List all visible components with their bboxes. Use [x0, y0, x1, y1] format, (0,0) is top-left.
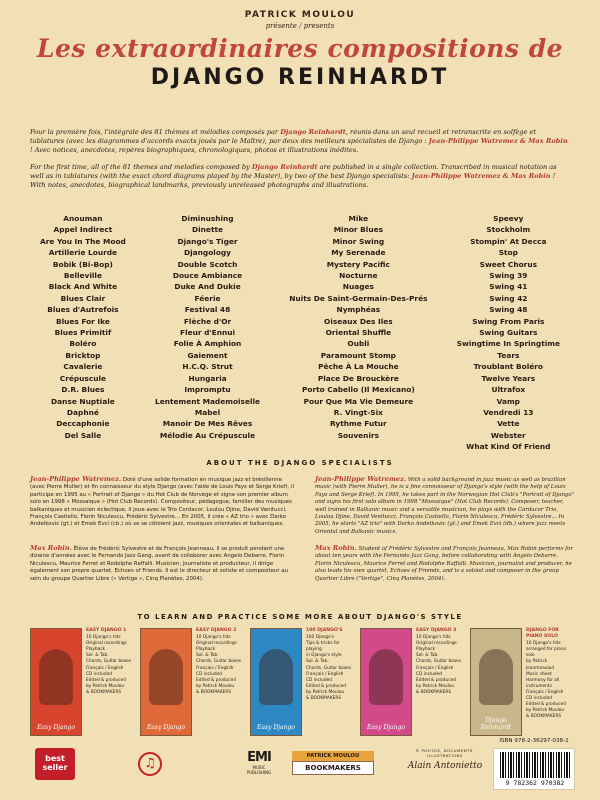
presente-fr: présente: [265, 22, 297, 30]
book-line: & BOOKMAKERS: [416, 689, 452, 695]
song-title: Nymphéas: [336, 305, 381, 315]
bio-text: With a solid background in jazz music as well as brazilian music (with Pierre Muller), he is a fine connoisseur of Django's style (with the help of Louis Fays and Serge Krief). In 1995, he takes part in the Norwegian Hot Club's "Portrait of Django" and signs his first solo album in 1998 "Mossaique" (Hot Club Records). Composer, teacher, well trained in Balkanic music and a versatile musician, he plays with the Cordacor Trio, Loulou Djine, David Venitucci, François Castiello, Florin Niculescu, Frédéric Sylvestre… In 2005, he starts "AZ trio" with Darko Andelkovic (gt.) and Emek Evci (db.) where jazz meets Oriental and Balkanic musics.: [315, 477, 575, 535]
learn-heading: TO LEARN AND PRACTICE SOME MORE ABOUT DJANGO'S STYLE: [137, 613, 463, 621]
cover-title: Easy Django: [367, 724, 405, 731]
song-title: Swing Guitars: [479, 328, 538, 338]
song-title: Ultrafox: [491, 385, 526, 395]
title-line-2: DJANGO REINHARDT: [150, 65, 450, 90]
song-title: Mike: [348, 214, 369, 223]
related-books: [30, 628, 575, 738]
signature: Alain Antonietto: [407, 761, 483, 771]
book-title: EASY DJANGO 1: [86, 628, 127, 633]
emi-mark: EMI: [247, 750, 271, 765]
book-line: Original recordings: [416, 641, 457, 647]
intro-fr-name: Django Reinhardt: [280, 128, 346, 136]
song-title: My Serenade: [331, 248, 386, 258]
best-seller-logo: best seller: [35, 748, 75, 780]
song-title: Daphné: [66, 407, 99, 417]
song-title: Bobik (Bi-Bop): [52, 259, 113, 269]
intro-en-part1: For the first time, all of the 81 themes and melodies composed by: [30, 163, 252, 171]
bio-jpw-en: [315, 476, 575, 536]
book-line: Playback: [86, 647, 106, 653]
song-column-3: [289, 213, 427, 445]
book-line: Sol. & Tab.: [416, 653, 439, 659]
book-line: Sol. & Tab.: [86, 653, 109, 659]
guitarist-figure: [39, 649, 73, 705]
song-title: Gaiement: [187, 350, 228, 360]
publisher-name: PATRICK MOULOU: [244, 10, 356, 20]
book-line: 10 Django's hits: [196, 635, 231, 641]
book-line: Chords, Guitar boxes: [86, 659, 131, 665]
intro-fr-part1: Pour la première fois, l'intégrale des 81 thèmes et mélodies composés par: [30, 128, 281, 136]
intro-fr-authors: Jean-Philippe Watremez & Max Robin: [428, 137, 568, 145]
book-line: CD included: [416, 671, 442, 677]
book-line: Original recordings: [196, 641, 237, 647]
book-line: & BOOKMAKERS: [306, 696, 342, 702]
bio-jpw-fr: [30, 476, 295, 529]
song-title: Cavalerie: [63, 362, 103, 372]
song-title: Paramount Stomp: [320, 350, 396, 360]
book-line: Edited & produced: [526, 702, 566, 708]
book-line: Français / English: [526, 689, 564, 695]
bio-text: Student of Frédéric Sylvestre and François Jeanneau, Max Robin performs for about ten years with the Fernando Jazz Gang, before collaborating with Angelo Debarre, Florin Niculescu, Maurice Ferret and Rodolphe Raffalli. Musician, journalist and producer, he also leads his own quartet, Echoes of Friends, and is a soloist and composer in the group Quartier Libre ("Vertige", Cinq Planètes, 2004).: [315, 546, 573, 582]
intro-fr-part2: , réunis dans un seul recueil et retranscrite en solfège et tablatures (avec les diagrammes d'accords exacts joués par le Maître), par deux des meilleurs spécialistes de Django :: [30, 128, 537, 145]
isbn: ISBN 978-2-36297-038-2: [499, 738, 569, 744]
song-title: Sweet Chorus: [479, 259, 537, 269]
book-line: Playback: [416, 647, 436, 653]
book-line: & BOOKMAKERS: [526, 714, 562, 720]
book-easy-django-1: [30, 628, 135, 736]
bio-mr-en: [315, 545, 575, 583]
song-title: Nuages: [342, 282, 374, 292]
song-title: Swingtime In Springtime: [456, 339, 560, 349]
guitarist-figure: [369, 649, 403, 705]
barcode: [493, 748, 575, 790]
song-title: Deccaphonie: [56, 419, 110, 429]
song-title: Vendredi 13: [483, 407, 534, 417]
book-line: Playback: [196, 647, 216, 653]
presents-line: [0, 22, 600, 30]
book-line: 10 Django's hits: [86, 635, 121, 641]
song-title: Hungaria: [188, 373, 227, 383]
emi-logo: [242, 750, 276, 778]
song-title: Crépuscule: [59, 373, 107, 383]
book-easy-django-3: [360, 628, 465, 736]
song-title: Porto Cabello (Il Mexicano): [301, 385, 415, 395]
song-title: Swing 41: [489, 282, 528, 292]
presente-sep: /: [299, 22, 302, 30]
song-title: Swing 39: [489, 271, 528, 281]
intro-en-part3: ! With notes, anecdotes, biographical landmarks, previously unreleased photographs and illustrations.: [30, 172, 556, 189]
guitarist-figure: [259, 649, 293, 705]
book-title: EASY DJANGO 3: [416, 628, 457, 633]
intro-fr-part3: ! Avec notices, anecdotes, repères biographiques, chronologiques, photos et illustrations inédites.: [30, 146, 359, 154]
pm-logo-bottom: BOOKMAKERS: [292, 761, 374, 775]
book-lines: [526, 641, 575, 720]
song-title: Douce Ambiance: [172, 271, 243, 281]
guitarist-figure: [479, 649, 513, 705]
song-title: Pêche À La Mouche: [318, 362, 399, 372]
pm-logo-top: PATRICK MOULOU: [292, 751, 374, 761]
book-lines: [196, 635, 245, 696]
song-title: Speevy: [493, 214, 524, 223]
song-title: Manoir De Mes Rêves: [162, 419, 253, 429]
barcode-bars: [500, 752, 570, 778]
book-line: Chords, Guitar boxes: [416, 659, 461, 665]
song-title: Minor Swing: [332, 236, 385, 246]
song-title: Del Salle: [64, 430, 102, 440]
photo-credit: [400, 748, 490, 771]
bio-name: Jean-Philippe Watremez.: [30, 475, 122, 483]
song-title: Appel Indirect: [53, 225, 113, 235]
book-line: by Patrick Jeanmeaulud: [526, 659, 555, 671]
book-lines: [86, 635, 135, 696]
book-line: Français / English: [196, 665, 234, 671]
intro-french: [30, 128, 570, 155]
bio-name: Max Robin.: [315, 544, 357, 552]
song-title: Mélodie Au Crépuscule: [159, 430, 256, 440]
song-title: Oiseaux Des Iles: [324, 316, 393, 326]
song-title: Vette: [497, 419, 520, 429]
song-title: Blues Clair: [60, 293, 106, 303]
book-lines: [306, 635, 355, 702]
song-title: Mystery Pacific: [326, 259, 390, 269]
bio-name: Max Robin.: [30, 544, 72, 552]
book-line: Harmony for all instruments: [526, 677, 560, 689]
song-title: Fleur d'Ennui: [180, 328, 236, 338]
barcode-digits: 9 782362 970382: [505, 779, 565, 787]
book-line: Sol. & Tab.: [196, 653, 219, 659]
book-line: CD included: [196, 671, 222, 677]
book-line: by Patrick Moulou: [196, 683, 235, 689]
emi-sub: MUSIC PUBLISHING: [246, 765, 272, 775]
song-title: Pour Que Ma Vie Demeure: [303, 396, 414, 406]
song-title: Nocturne: [339, 271, 378, 281]
song-title: Place De Brouckère: [317, 373, 399, 383]
song-title: Swing 42: [489, 293, 528, 303]
book-line: by Patrick Moulou: [526, 708, 565, 714]
book-cover: [250, 628, 302, 736]
song-title: Are You In The Mood: [40, 236, 126, 246]
guitarist-figure: [149, 649, 183, 705]
book-line: CD included: [306, 677, 332, 683]
song-title: Lentement Mademoiselle: [154, 396, 261, 406]
song-title: Folie À Amphion: [173, 339, 242, 349]
book-title: DJANGO FOR PIANO SOLO: [526, 628, 559, 640]
book-cover: [470, 628, 522, 736]
bio-text: Doté d'une solide formation en musique jazz et brésilienne (avec Pierre Muller) et fin connaisseur du style Django (avec l'aide de Louis Fays et Serge Krief), il participe en 1995 au « Portrait of Django » du Hot Club de Norvège et signe son premier album solo en 1998 « Mossaique » (Hot Club Records). Compositeur, pédagogue, familier des musiques balkaniques et musicien éclectique, il joue avec le Trio Cordacor, Loulou Djine, David Venitucci, François Castiello, Florin Niculescu, Frédéric Sylvestre… En 2005, il crée « AZ trio » avec Darko Andelkovic (gt.) et Emek Evci (cb.) où se se côtoient jazz, musiques orientales et balkaniques.: [30, 477, 295, 528]
presente-en: presents: [303, 22, 335, 30]
title-line-1: Les extraordinaires compositions de: [36, 34, 564, 63]
book-cover: [30, 628, 82, 736]
book-line: by Patrick Moulou: [306, 689, 345, 695]
book-line: Music sheet: [526, 671, 552, 677]
bio-mr-fr: [30, 545, 295, 583]
song-title: Stompin' At Decca: [470, 236, 547, 246]
song-title: Dinette: [192, 225, 224, 235]
song-title: Impromptu: [184, 385, 231, 395]
book-line: in Django's style: [306, 653, 342, 659]
book-line: Edited & produced: [306, 683, 346, 689]
song-column-4: [456, 213, 560, 452]
book-line: 10 Django's hits: [416, 635, 451, 641]
song-title: Vamp: [496, 396, 520, 406]
book-description: [522, 628, 575, 736]
bio-text: Élève de Frédéric Sylvestre et de François Jeanneau, il se produit pendant une dizaine d'années avec le Fernando Jazz Gang, avant de collaborer avec Angelo Debarre, Florin Niculescu, Maurice Ferret et Rodolphe Raffalli. Musicien, journaliste et producteur, il dirige également son propre quartet, Echoes of Friends. Il est le directeur et soliste et compositeur au sein du groupe Quartier Libre (« Vertige », Cinq Planètes, 2004).: [30, 546, 288, 582]
photo-credit-text: © PHOTOS, DOCUMENTS, ILLUSTRATIONS: [415, 748, 475, 758]
cover-title: Easy Django: [257, 724, 295, 731]
song-title: Oubli: [347, 339, 370, 349]
song-title: Artillerie Lourde: [48, 248, 118, 258]
book-cover: [140, 628, 192, 736]
book-100-djangos: [250, 628, 355, 736]
song-title: Nuits De Saint-Germain-Des-Prés: [289, 293, 428, 303]
book-line: Français / English: [416, 665, 454, 671]
song-column-2: [155, 213, 260, 445]
song-title: Souvenirs: [337, 430, 380, 440]
song-title: Troublant Boléro: [473, 362, 543, 372]
book-line: Original recordings: [86, 641, 127, 647]
header: [0, 10, 600, 90]
book-line: CD included: [526, 696, 552, 702]
song-title: Festival 48: [184, 305, 231, 315]
book-django-piano: [470, 628, 575, 736]
song-title: Belleville: [63, 271, 102, 281]
cover-title: Easy Django: [147, 724, 185, 731]
intro-en-authors: Jean-Philippe Watremez & Max Robin: [411, 172, 551, 180]
patrick-moulou-logo: [292, 751, 374, 777]
about-heading: ABOUT THE DJANGO SPECIALISTS: [206, 459, 394, 467]
book-title: 100 DJANGO'S: [306, 628, 343, 633]
song-title: Twelve Years: [481, 373, 536, 383]
song-title: Webster: [490, 430, 526, 440]
book-line: 100 Django's: [306, 635, 335, 641]
song-title: Duke And Dukie: [174, 282, 241, 292]
song-title: Blues Primitif: [54, 328, 112, 338]
book-line: Tips & tricks for playing: [306, 641, 340, 653]
song-list: [40, 213, 560, 452]
book-description: [192, 628, 245, 736]
book-easy-django-2: [140, 628, 245, 736]
cover-title: Easy Django: [37, 724, 75, 731]
book-line: & BOOKMAKERS: [196, 689, 232, 695]
book-lines: [416, 635, 465, 696]
song-title: Diminushing: [181, 214, 234, 223]
song-title: Flèche d'Or: [183, 316, 232, 326]
song-title: Anouman: [63, 214, 103, 223]
song-title: Swing From Paris: [472, 316, 545, 326]
book-line: Sol. & Tab.: [306, 659, 329, 665]
intro-en-name: Django Reinhardt: [251, 163, 318, 171]
book-title: EASY DJANGO 2: [196, 628, 237, 633]
song-title: Minor Blues: [333, 225, 383, 235]
song-title: Django's Tiger: [177, 236, 238, 246]
book-line: by Patrick Moulou: [416, 683, 455, 689]
book-line: Edited & produced: [86, 677, 126, 683]
footer-logos: [30, 738, 575, 793]
book-line: Chords, Guitar boxes: [306, 665, 351, 671]
book-line: Edited & produced: [196, 677, 236, 683]
song-title: Boléro: [69, 339, 97, 349]
book-line: Français / English: [306, 671, 344, 677]
cover-title: Django Reinhardt: [480, 717, 512, 731]
book-cover: [360, 628, 412, 736]
book-line: & BOOKMAKERS: [86, 689, 122, 695]
song-title: What Kind Of Friend: [466, 442, 551, 452]
music-note-icon: ♫: [138, 752, 162, 776]
book-description: [412, 628, 465, 736]
intro-en-part2: are published in a single collection. Transcribed in musical notation as well as in tablatures (with the exact chord diagrams played by the Master), by two of the best Django specialists:: [30, 163, 557, 180]
book-line: Edited & produced: [416, 677, 456, 683]
song-title: Stop: [498, 248, 518, 258]
song-title: H.C.Q. Strut: [182, 362, 233, 372]
song-title: Blues For Ike: [55, 316, 110, 326]
book-description: [82, 628, 135, 736]
song-title: Danse Nuptiale: [51, 396, 115, 406]
song-title: Tears: [497, 350, 520, 360]
song-title: Mabel: [194, 407, 221, 417]
book-line: Français / English: [86, 665, 124, 671]
book-line: 10 Django's hits: [526, 641, 561, 647]
intro-english: [30, 163, 570, 190]
song-title: Féerie: [194, 293, 221, 303]
book-line: CD included: [86, 671, 112, 677]
song-title: R. Vingt-Six: [333, 407, 383, 417]
song-title: Stockholm: [486, 225, 531, 235]
song-title: D.R. Blues: [61, 385, 105, 395]
song-title: Oriental Shuffle: [325, 328, 392, 338]
book-line: Chords, Guitar boxes: [196, 659, 241, 665]
song-title: Bricktop: [65, 350, 101, 360]
song-title: Rythme Futur: [330, 419, 387, 429]
bio-name: Jean-Philippe Watremez.: [315, 475, 407, 483]
book-line: by Patrick Moulou: [86, 683, 125, 689]
song-title: Djangology: [184, 248, 232, 258]
book-description: [302, 628, 355, 736]
song-title: Double Scotch: [177, 259, 238, 269]
song-title: Swing 48: [489, 305, 528, 315]
book-line: arranged for piano solo: [526, 647, 567, 659]
song-title: Blues d'Autrefois: [47, 305, 119, 315]
song-column-1: [40, 213, 126, 445]
song-title: Black And White: [48, 282, 118, 292]
